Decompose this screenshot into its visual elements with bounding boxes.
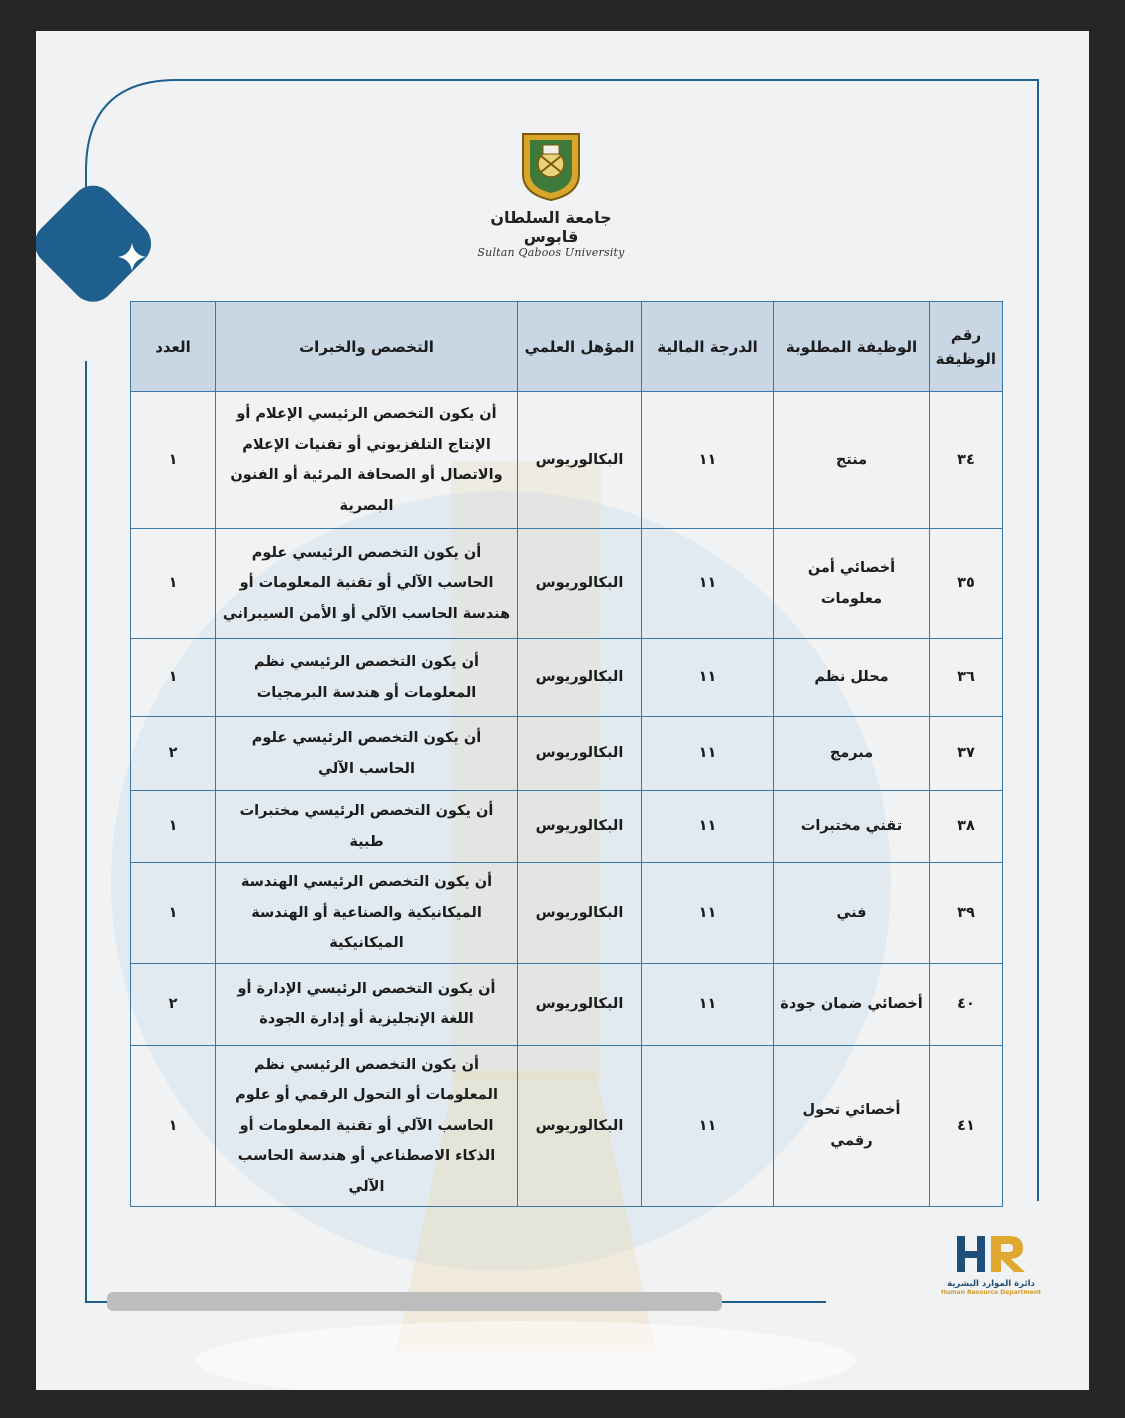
cell-job-no: ٤١ (930, 1045, 1003, 1207)
table-row (131, 392, 1003, 529)
university-name-en: Sultan Qaboos University (477, 246, 625, 259)
document-page (36, 31, 1089, 1390)
cell-job-no: ٣٧ (930, 717, 1003, 791)
cell-job-title: تقني مختبرات (774, 791, 930, 863)
cell-job-no: ٣٩ (930, 863, 1003, 964)
cell-specialization: أن يكون التخصص الرئيسي الهندسة الميكانيكية والصناعية أو الهندسة الميكانيكية (216, 863, 518, 964)
table-header-row (131, 302, 1003, 392)
cell-job-no: ٣٨ (930, 791, 1003, 863)
cell-qualification: البكالوريوس (518, 963, 642, 1045)
hr-name-ar: دائرة الموارد البشرية (947, 1279, 1035, 1289)
header-job-no: رقم الوظيفة (930, 302, 1003, 392)
cell-count: ١ (131, 1045, 216, 1207)
sparkle-icon (118, 243, 146, 271)
table-row (131, 717, 1003, 791)
cell-qualification: البكالوريوس (518, 529, 642, 639)
cell-job-no: ٤٠ (930, 963, 1003, 1045)
cell-job-title: منتج (774, 392, 930, 529)
cell-count: ٢ (131, 717, 216, 791)
cell-qualification: البكالوريوس (518, 392, 642, 529)
header-qualification: المؤهل العلمي (518, 302, 642, 392)
cell-grade: ١١ (642, 392, 774, 529)
header-job-title: الوظيفة المطلوبة (774, 302, 930, 392)
cell-qualification: البكالوريوس (518, 717, 642, 791)
cell-job-title: أخصائي تحول رقمي (774, 1045, 930, 1207)
cell-job-no: ٣٦ (930, 639, 1003, 717)
table-row (131, 863, 1003, 964)
cell-job-title: مبرمج (774, 717, 930, 791)
cell-count: ١ (131, 392, 216, 529)
cell-qualification: البكالوريوس (518, 791, 642, 863)
cell-job-title: محلل نظم (774, 639, 930, 717)
cell-specialization: أن يكون التخصص الرئيسي نظم المعلومات أو هندسة البرمجيات (216, 639, 518, 717)
header-count: العدد (131, 302, 216, 392)
jobs-table (130, 301, 1003, 1207)
cell-count: ٢ (131, 963, 216, 1045)
cell-grade: ١١ (642, 639, 774, 717)
cell-grade: ١١ (642, 863, 774, 964)
header-grade: الدرجة المالية (642, 302, 774, 392)
table-row (131, 529, 1003, 639)
header-specialization: التخصص والخبرات (216, 302, 518, 392)
table-row (131, 963, 1003, 1045)
cell-job-title: أخصائي أمن معلومات (774, 529, 930, 639)
cell-grade: ١١ (642, 963, 774, 1045)
university-name-ar: جامعة السلطان قابوس (490, 208, 612, 246)
cell-count: ١ (131, 639, 216, 717)
cell-specialization: أن يكون التخصص الرئيسي علوم الحاسب الآلي أو تقنية المعلومات أو هندسة الحاسب الآلي أو الأمن السيبراني (216, 529, 518, 639)
cell-grade: ١١ (642, 717, 774, 791)
table-row (131, 639, 1003, 717)
cell-count: ١ (131, 863, 216, 964)
university-emblem-icon (519, 128, 583, 202)
cell-grade: ١١ (642, 791, 774, 863)
table-row (131, 1045, 1003, 1207)
horizontal-scrollbar[interactable] (107, 1292, 722, 1311)
cell-count: ١ (131, 791, 216, 863)
cell-specialization: أن يكون التخصص الرئيسي الإدارة أو اللغة الإنجليزية أو إدارة الجودة (216, 963, 518, 1045)
cell-specialization: أن يكون التخصص الرئيسي الإعلام أو الإنتاج التلفزيوني أو تقنيات الإعلام والاتصال أو الصحافة المرئية أو الفنون البصرية (216, 392, 518, 529)
cell-qualification: البكالوريوس (518, 863, 642, 964)
cell-job-no: ٣٥ (930, 529, 1003, 639)
cell-qualification: البكالوريوس (518, 639, 642, 717)
cell-job-title: أخصائي ضمان جودة (774, 963, 930, 1045)
cell-job-no: ٣٤ (930, 392, 1003, 529)
cell-qualification: البكالوريوس (518, 1045, 642, 1207)
cell-specialization: أن يكون التخصص الرئيسي علوم الحاسب الآلي (216, 717, 518, 791)
cell-specialization: أن يكون التخصص الرئيسي مختبرات طبية (216, 791, 518, 863)
cell-grade: ١١ (642, 529, 774, 639)
table-row (131, 791, 1003, 863)
cell-specialization: أن يكون التخصص الرئيسي نظم المعلومات أو التحول الرقمي أو علوم الحاسب الآلي أو تقنية المعلومات أو الذكاء الاصطناعي أو هندسة الحاسب الآلي (216, 1045, 518, 1207)
hr-logo-icon (955, 1234, 1027, 1274)
cell-count: ١ (131, 529, 216, 639)
university-logo (476, 128, 626, 258)
cell-grade: ١١ (642, 1045, 774, 1207)
hr-department-logo (936, 1234, 1046, 1314)
cell-job-title: فني (774, 863, 930, 964)
hr-name-en: Human Resource Department (941, 1289, 1041, 1296)
